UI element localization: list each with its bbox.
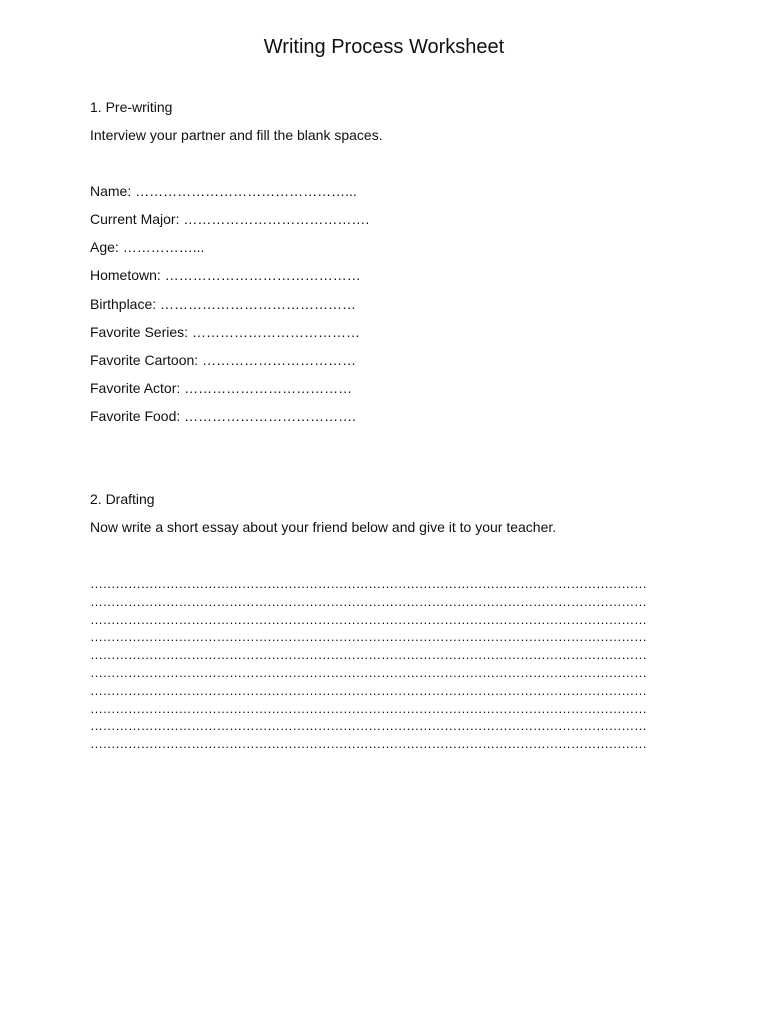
field-label: Birthplace: [90,296,157,312]
section-drafting-instruction: Now write a short essay about your friend below and give it to your teacher. [90,519,557,535]
field-label: Name: [90,183,132,199]
section-prewriting-heading: 1. Pre-writing [90,99,173,115]
worksheet-title: Writing Process Worksheet [263,36,505,58]
field-blank: …………………………… [202,352,357,368]
field-favorite-food [90,407,356,425]
field-favorite-series [90,323,360,341]
essay-line: …………………………………………………………………………………………………………………… [90,682,647,698]
field-blank: …………………………………… [164,267,361,283]
field-label: Favorite Cartoon: [90,352,199,368]
essay-line: …………………………………………………………………………………………………………………… [90,647,647,663]
field-label: Favorite Food: [90,408,181,424]
field-label: Hometown: [90,267,161,283]
section-prewriting-instruction: Interview your partner and fill the blank spaces. [90,127,383,143]
section-drafting-heading: 2. Drafting [90,491,155,507]
field-label: Favorite Actor: [90,380,181,396]
field-label: Favorite Series: [90,324,189,340]
field-age [90,238,204,256]
field-favorite-cartoon [90,351,356,369]
essay-line: …………………………………………………………………………………………………………………… [90,718,647,734]
field-current-major [90,210,369,228]
field-favorite-actor [90,379,352,397]
essay-line: …………………………………………………………………………………………………………………… [90,700,647,716]
essay-line: …………………………………………………………………………………………………………………… [90,629,647,645]
field-blank: …………………………………… [160,296,357,312]
essay-writing-area [90,575,647,753]
field-blank: ……………………………… [191,324,360,340]
field-name [90,182,357,200]
essay-line: …………………………………………………………………………………………………………………… [90,736,647,752]
essay-line: …………………………………………………………………………………………………………………… [90,576,647,591]
field-blank: ………………………………………... [135,183,357,199]
field-blank: ……………………………… [184,380,353,396]
essay-line: …………………………………………………………………………………………………………………… [90,593,647,609]
field-birthplace [90,295,356,313]
essay-line: …………………………………………………………………………………………………………………… [90,664,647,680]
field-hometown [90,266,361,284]
field-label: Age: [90,239,119,255]
field-blank: ………………………………. [184,408,357,424]
essay-line: …………………………………………………………………………………………………………………… [90,611,647,627]
field-label: Current Major: [90,211,180,227]
field-blank: …………………………………. [183,211,370,227]
field-blank: ……………... [122,239,205,255]
